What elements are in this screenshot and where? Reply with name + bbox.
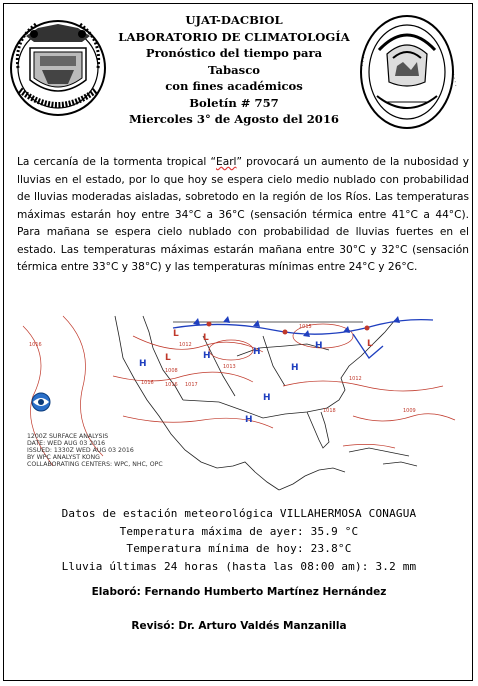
forecast-subtitle: con fines académicos — [165, 79, 303, 93]
dacbiol-division-seal-icon — [357, 10, 457, 134]
min-temperature: Temperatura mínima de hoy: 23.8°C — [126, 542, 352, 555]
map-isobar-value: 1015 — [299, 324, 312, 330]
map-isobar-value: 1016 — [29, 342, 42, 348]
max-temperature: Temperatura máxima de ayer: 35.9 °C — [119, 524, 359, 538]
forecast-text-part1: La cercanía de la tormenta tropical “ — [17, 156, 217, 168]
map-isobar-value: 1018 — [323, 408, 336, 414]
map-isobar-value: 1016 — [165, 382, 178, 388]
map-isobar-value: 1012 — [179, 342, 192, 348]
map-high-label: H — [263, 393, 271, 403]
map-low-label: L — [367, 339, 373, 349]
storm-name: Earl — [216, 156, 237, 168]
map-isobar-value: 1008 — [165, 368, 178, 374]
station-data — [0, 505, 478, 575]
map-high-label: H — [253, 347, 261, 357]
map-high-label: H — [139, 359, 147, 369]
noaa-logo-icon — [32, 393, 50, 411]
svg-text:BY WPC ANALYST KONG: BY WPC ANALYST KONG — [27, 454, 100, 461]
map-isobar-value: 1017 — [185, 382, 198, 388]
map-low-label: L — [165, 353, 171, 363]
svg-text:DATE: WED AUG 03 2016: DATE: WED AUG 03 2016 — [27, 440, 106, 447]
author-credit: Elaboró: Fernando Humberto Martínez Hernández — [91, 586, 387, 598]
forecast-title: Pronóstico del tiempo para Tabasco — [145, 46, 323, 77]
map-isobar-value: 1012 — [349, 376, 362, 382]
bulletin-number: Boletín # 757 — [189, 95, 279, 110]
reviewer-credit: Revisó: Dr. Arturo Valdés Manzanilla — [131, 620, 347, 632]
svg-text:· · · · ·: · · · · · — [449, 69, 459, 88]
map-high-label: H — [245, 415, 253, 425]
institution-name: UJAT-DACBIOL — [185, 13, 283, 27]
bulletin-header — [118, 12, 350, 128]
bulletin-date: Miercoles 3° de Agosto del 2016 — [129, 112, 339, 126]
svg-text:COLLABORATING CENTERS: WPC, NH: COLLABORATING CENTERS: WPC, NHC, OPC — [27, 461, 163, 468]
map-high-label: H — [315, 341, 323, 351]
rainfall: Lluvia últimas 24 horas (hasta las 08:00 am): 3.2 mm — [61, 559, 417, 573]
map-high-label: H — [203, 351, 211, 361]
map-isobar-value: 1013 — [223, 364, 236, 370]
svg-text:1200Z SURFACE ANALYSIS: 1200Z SURFACE ANALYSIS — [27, 433, 109, 440]
ujat-university-seal-icon — [8, 10, 108, 134]
station-title: Datos de estación meteorológica VILLAHERMOSA CONAGUA — [61, 507, 417, 520]
lab-name: LABORATORIO DE CLIMATOLOGÍA — [118, 29, 350, 44]
map-low-label: L — [203, 333, 209, 343]
forecast-text-part2: ” provocará un aumento de la nubosidad y lluvias en el estado, por lo que hoy se espera cielo medio nublado con probabilidad de lluvias moderadas aisladas, sobretodo en la región de los Ríos. Las temperaturas máximas estarán hoy entre 34°C a 36°C (sensación térmica entre 41°C a 44°C). Para mañana se espera cielo nublado con probabilidad de lluvias fuertes en el estado. Las temperaturas máximas estarán mañana entre 30°C y 32°C (sensación térmica entre 33°C y 38°C) y las temperaturas mínimas entre 24°C y 26°C. — [17, 156, 470, 273]
forecast-paragraph — [17, 154, 469, 277]
map-isobar-value: 1016 — [141, 380, 154, 386]
map-isobar-value: 1009 — [403, 408, 416, 414]
surface-analysis-map — [23, 316, 455, 494]
svg-text:ISSUED: 1330Z WED AUG 03 2016: ISSUED: 1330Z WED AUG 03 2016 — [27, 447, 134, 454]
svg-text:· · · · ·: · · · · · — [358, 56, 368, 75]
map-high-label: H — [291, 363, 299, 373]
map-low-label: L — [173, 329, 179, 339]
